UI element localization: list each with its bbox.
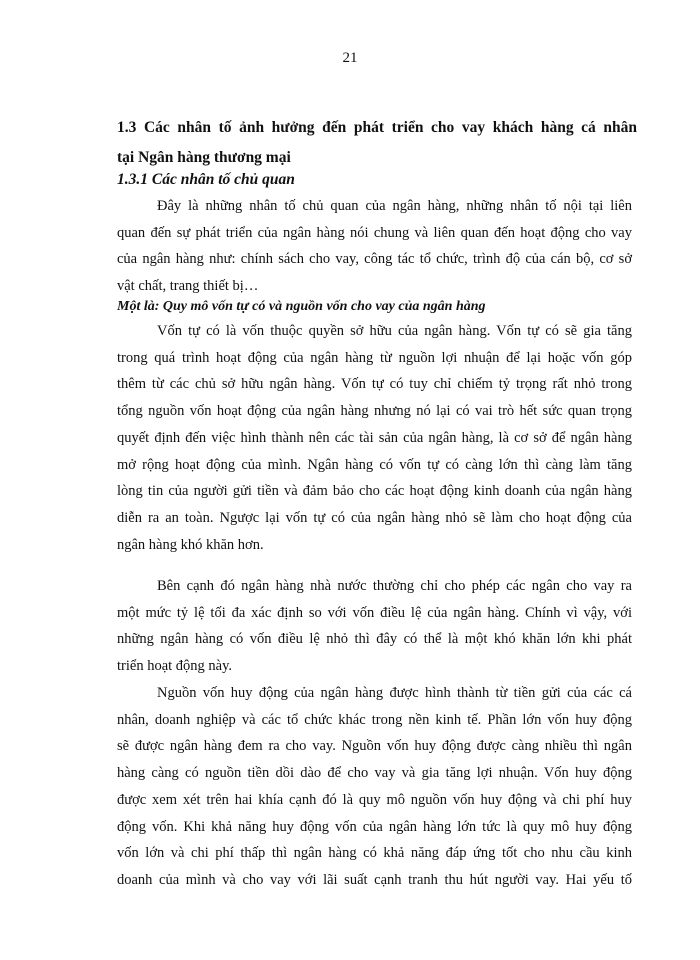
- text-line: những ngân hàng có vốn điều lệ nhỏ thì đây có thể là một khó khăn lớn khi phát: [117, 631, 632, 648]
- text-line: mở rộng hoạt động của mình. Ngân hàng có vốn tự có càng lớn thì càng làm tăng: [117, 456, 632, 473]
- text-line: của ngân hàng như: chính sách cho vay, công tác tổ chức, trình độ của cán bộ, cơ sở: [117, 251, 632, 268]
- text-line: được xem xét trên hai khía cạnh đó là quy mô nguồn vốn huy động và chi phí huy: [117, 791, 632, 808]
- text-line: diễn ra an toàn. Ngược lại vốn tự có của ngân hàng nhỏ sẽ làm cho hoạt động của: [117, 509, 632, 526]
- text-line: động vốn. Khi khả năng huy động vốn của ngân hàng lớn tức là quy mô huy động: [117, 818, 632, 835]
- subsection-heading: 1.3.1 Các nhân tố chủ quan: [117, 171, 295, 188]
- text-line: triển hoạt động này.: [117, 658, 233, 675]
- page-number: 21: [342, 50, 358, 66]
- text-line: thêm từ các chủ sở hữu ngân hàng. Vốn tự có tuy chỉ chiếm tỷ trọng rất nhỏ trong: [117, 376, 632, 393]
- text-line: Vốn tự có là vốn thuộc quyền sở hữu của ngân hàng. Vốn tự có sẽ gia tăng: [157, 323, 632, 339]
- section-heading: [117, 113, 637, 173]
- text-line: một mức tỷ lệ tối đa xác định so với vốn điều lệ của ngân hàng. Chính vì vậy, với: [117, 604, 632, 621]
- text-line: tổng nguồn vốn hoạt động của ngân hàng nhưng nó lại có vai trò hết sức quan trọng: [117, 403, 632, 420]
- text-line: vốn lớn và chi phí thấp thì ngân hàng có khả năng đáp ứng tốt cho nhu cầu kinh: [117, 845, 632, 862]
- paragraph-own-capital: [117, 318, 632, 558]
- text-line: doanh của mình và cho vay với lãi suất cạnh tranh thu hút người vay. Hai yếu tố: [117, 871, 632, 888]
- text-line: nhân, doanh nghiệp và các tổ chức khác trong nền kinh tế. Phần lớn vốn huy động: [117, 711, 632, 728]
- paragraph-mobilized-capital: [117, 680, 632, 894]
- paragraph-charter-capital: [117, 573, 632, 680]
- text-line: quyết định đến việc hình thành nên các tài sản của ngân hàng, là cơ sở để ngân hàng: [117, 429, 632, 446]
- paragraph-intro: [117, 193, 632, 300]
- item-heading: Một là: Quy mô vốn tự có và nguồn vốn cho vay của ngân hàng: [117, 299, 486, 314]
- text-line: ngân hàng khó khăn hơn.: [117, 536, 264, 553]
- text-line: hàng càng có nguồn tiền dồi dào để cho vay và gia tăng lợi nhuận. Vốn huy động: [117, 765, 632, 782]
- text-line: Nguồn vốn huy động của ngân hàng được hình thành từ tiền gửi của các cá: [157, 685, 632, 701]
- section-heading-line: tại Ngân hàng thương mại: [117, 149, 291, 166]
- text-line: trong quá trình hoạt động của ngân hàng từ nguồn lợi nhuận để lại hoặc vốn góp: [117, 349, 632, 366]
- text-line: sẽ được ngân hàng đem ra cho vay. Nguồn vốn huy động được càng nhiều thì ngân: [117, 738, 632, 755]
- text-line: Đây là những nhân tố chủ quan của ngân hàng, những nhân tố nội tại liên: [157, 198, 632, 214]
- text-line: vật chất, trang thiết bị…: [117, 278, 259, 295]
- text-line: lòng tin của người gửi tiền và đảm bảo cho các hoạt động kinh doanh của ngân hàng: [117, 483, 632, 500]
- section-heading-line: 1.3 Các nhân tố ảnh hưởng đến phát triển cho vay khách hàng cá nhân: [117, 119, 637, 136]
- text-line: Bên cạnh đó ngân hàng nhà nước thường chỉ cho phép các ngân cho vay ra: [157, 578, 632, 594]
- text-line: quan đến sự phát triển của ngân hàng nói chung và liên quan đến hoạt động cho vay: [117, 224, 632, 241]
